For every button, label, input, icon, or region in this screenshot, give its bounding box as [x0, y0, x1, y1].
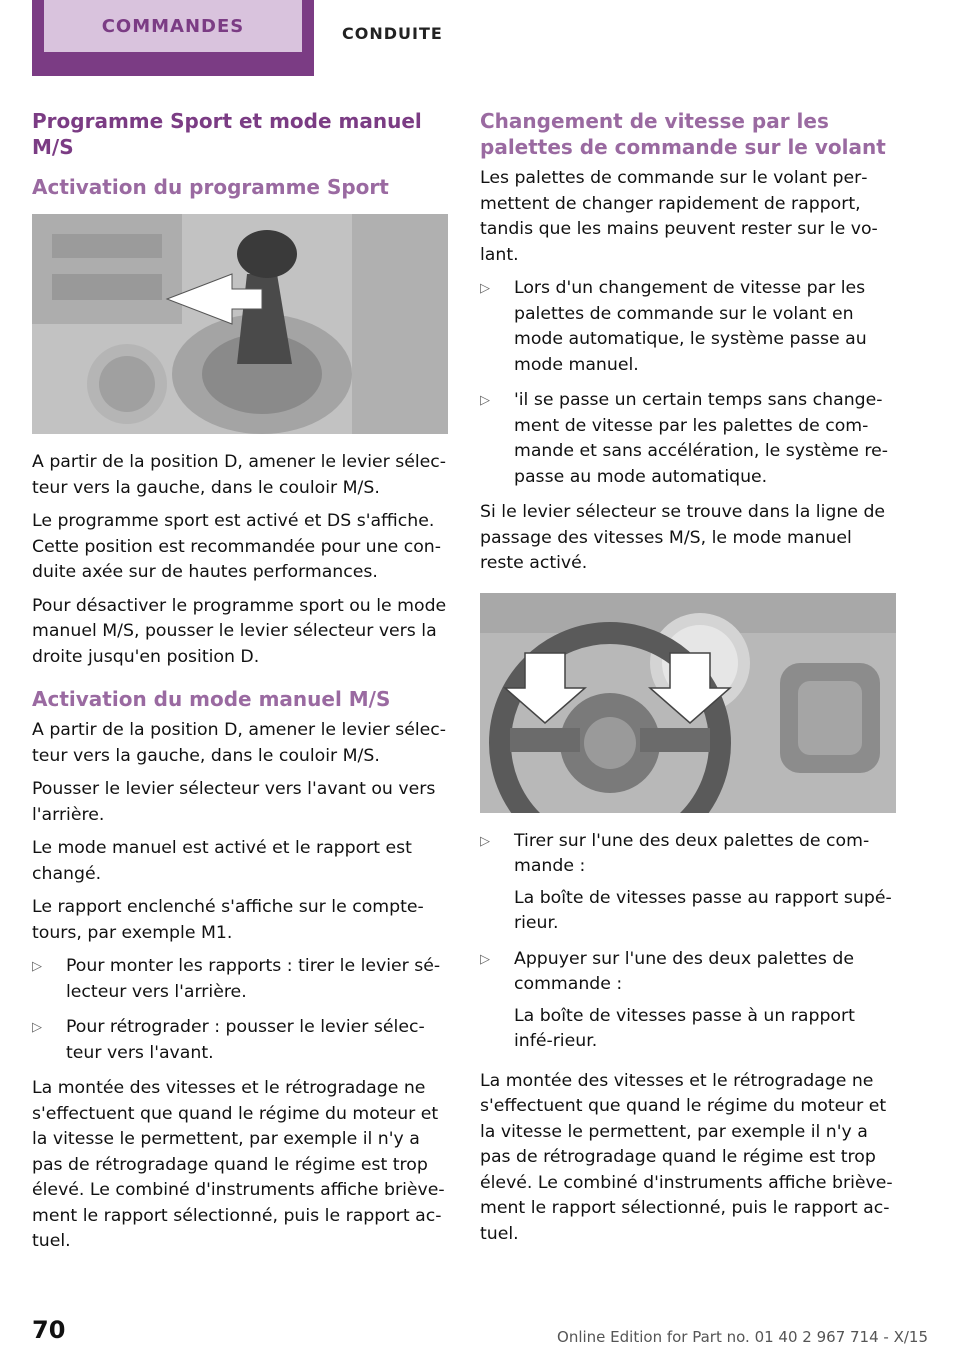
right-column: [480, 108, 896, 1255]
tab-commandes: [32, 0, 314, 76]
triangle-bullet-icon: ▷: [32, 959, 42, 974]
paragraph: Pousser le levier sélecteur vers l'avant ou vers l'arrière.: [32, 779, 436, 825]
bullet-list: [32, 954, 448, 1066]
paragraph: La montée des vitesses et le rétrogradage ne s'effectuent que quand le régime du moteur et la vitesse le permettent, par exemple il n'y a pas de rétrogradage quand le régime est trop élevé. Le combiné d'instruments affiche briève‐ment le rapport sélectionné, puis le rapport ac‐tuel.: [32, 1078, 445, 1251]
paragraph: Pour désactiver le programme sport ou le mode manuel M/S, pousser le levier sélecteur vers la droite jusqu'en position D.: [32, 595, 447, 667]
paragraph: La montée des vitesses et le rétrogradage ne s'effectuent que quand le régime du moteur et la vitesse le permettent, par exemple il n'y a pas de rétrogradage quand le régime est trop élevé. Le combiné d'instruments affiche briève‐ment le rapport sélectionné, puis le rapport ac‐tuel.: [480, 1070, 893, 1244]
list-item-text: Lors d'un changement de vitesse par les palettes de commande sur le volant en mode automatique, le système passe au mode manuel.: [514, 278, 867, 375]
list-item: [480, 276, 896, 378]
list-item: [32, 954, 448, 1005]
subheading-paddle-shift: Changement de vitesse par les palettes de commande sur le volant: [480, 109, 886, 159]
section-heading-sport-manual: Programme Sport et mode manuel M/S: [32, 109, 422, 159]
bullet-list: [480, 829, 896, 1055]
left-column: [32, 108, 448, 1263]
triangle-bullet-icon: ▷: [480, 281, 490, 296]
list-item: [32, 1015, 448, 1066]
page-number: 70: [32, 1316, 66, 1344]
gear-lever-illustration: [32, 214, 448, 434]
paragraph: Les palettes de commande sur le volant per‐mettent de changer rapidement de rapport, tandis que les mains peuvent rester sur le vo‐lant.: [480, 168, 878, 265]
triangle-bullet-icon: ▷: [480, 393, 490, 408]
list-item-text: Pour monter les rapports : tirer le levier sé‐lecteur vers l'arrière.: [66, 956, 441, 1002]
paragraph: Le programme sport est activé et DS s'affiche. Cette position est recommandée pour une con‐duite axée sur de hautes performances.: [32, 511, 441, 582]
paragraph: A partir de la position D, amener le levier sélec‐teur vers la gauche, dans le couloir M/S.: [32, 452, 447, 498]
list-item-text: Tirer sur l'une des deux palettes de com‐mande :: [514, 830, 870, 876]
steering-wheel-illustration: [480, 593, 896, 813]
triangle-bullet-icon: ▷: [32, 1020, 42, 1035]
paragraph: Si le levier sélecteur se trouve dans la ligne de passage des vitesses M/S, le mode manuel reste activé.: [480, 502, 886, 573]
list-item: [480, 947, 896, 1055]
list-item-text: Appuyer sur l'une des deux palettes de commande :: [514, 948, 854, 994]
triangle-bullet-icon: ▷: [480, 951, 490, 967]
tab-conduite: CONDUITE: [342, 24, 443, 43]
list-item-text: Pour rétrograder : pousser le levier sélec‐teur vers l'avant.: [66, 1017, 425, 1063]
subheading-manual-activation: Activation du mode manuel M/S: [32, 687, 391, 711]
list-item-text: 'il se passe un certain temps sans change‐ment de vitesse par les palettes de com‐mande et sans accélération, le système re‐passe au mode automatique.: [514, 390, 888, 487]
paragraph: Le mode manuel est activé et le rapport est changé.: [32, 838, 412, 884]
list-item-subtext: La boîte de vitesses passe au rapport supé‐rieur.: [514, 887, 892, 933]
bullet-list: [480, 276, 896, 490]
triangle-bullet-icon: ▷: [480, 833, 490, 849]
paragraph: A partir de la position D, amener le levier sélec‐teur vers la gauche, dans le couloir M/S.: [32, 720, 447, 766]
list-item-subtext: La boîte de vitesses passe à un rapport infé‐rieur.: [514, 1005, 855, 1051]
list-item: [480, 388, 896, 490]
edition-info: Online Edition for Part no. 01 40 2 967 714 - X/15: [557, 1328, 928, 1346]
subheading-sport-activation: Activation du programme Sport: [32, 175, 389, 199]
list-item: [480, 829, 896, 937]
paragraph: Le rapport enclenché s'affiche sur le compte-tours, par exemple M1.: [32, 897, 424, 943]
tab-commandes-label: COMMANDES: [44, 0, 302, 52]
